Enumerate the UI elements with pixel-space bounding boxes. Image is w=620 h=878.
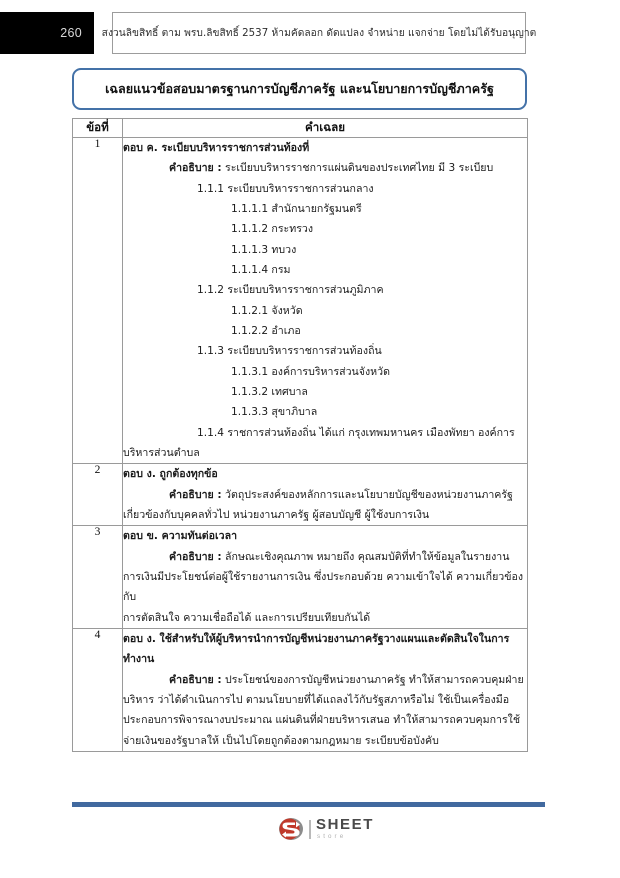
sheet-store-logo bbox=[278, 816, 374, 842]
list-item: 1.1.2.2 อำเภอ bbox=[231, 324, 301, 337]
explanation-label: คำอธิบาย : bbox=[169, 488, 222, 501]
explanation-continuation: บริหาร ว่าได้ดำเนินการไป ตามนโยบายที่ได้แถลงไว้กับรัฐสภาหรือไม่ ใช้เป็นเครื่องมือ bbox=[123, 693, 510, 706]
list-item: 1.1.1.3 ทบวง bbox=[231, 243, 297, 256]
column-header-number: ข้อที่ bbox=[73, 119, 123, 138]
row-explanation bbox=[123, 464, 528, 526]
explanation-label: คำอธิบาย : bbox=[169, 162, 222, 175]
page-number: 260 bbox=[60, 26, 82, 40]
list-item: 1.1.2 ระเบียบบริหารราชการส่วนภูมิภาค bbox=[197, 284, 384, 297]
logo-sub-text: store bbox=[317, 833, 347, 841]
footer-divider-rule bbox=[72, 802, 545, 807]
row-number: 4 bbox=[73, 628, 123, 751]
explanation-continuation: การเงินมีประโยชน์ต่อผู้ใช้รายงานการเงิน ซึ่งประกอบด้วย ความเข้าใจได้ ความเกี่ยวข้องกับ bbox=[123, 570, 524, 604]
list-item: 1.1.1.2 กระทรวง bbox=[231, 223, 314, 236]
table-row bbox=[73, 628, 528, 751]
answer-heading: ตอบ ง. ใช้สำหรับให้ผู้บริหารนำการบัญชีหน่วยงานภาครัฐวางแผนและตัดสินใจในการ bbox=[123, 632, 510, 645]
table-row bbox=[73, 138, 528, 464]
page-title: เฉลยแนวข้อสอบมาตรฐานการบัญชีภาครัฐ และนโยบายการบัญชีภาครัฐ bbox=[105, 81, 494, 96]
table-row bbox=[73, 526, 528, 629]
sheet-s-icon bbox=[278, 816, 304, 842]
footer-divider-fill bbox=[72, 802, 545, 807]
row-explanation bbox=[123, 628, 528, 751]
explanation-continuation: การตัดสินใจ ความเชื่อถือได้ และการเปรียบเทียบกันได้ bbox=[123, 611, 371, 624]
row-number: 3 bbox=[73, 526, 123, 629]
list-item bbox=[123, 423, 527, 464]
explanation-text: วัตถุประสงค์ของหลักการและนโยบายบัญชีของหน่วยงานภาครัฐ bbox=[225, 488, 513, 501]
logo-wordmark bbox=[316, 817, 374, 840]
list-item: 1.1.3.1 องค์การบริหารส่วนจังหวัด bbox=[231, 365, 390, 378]
explanation-line bbox=[123, 158, 527, 178]
copyright-box bbox=[101, 12, 537, 54]
list-item-line: 1.1.4 ราชการส่วนท้องถิ่น ได้แก่ กรุงเทพมหานคร เมืองพัทยา องค์การ bbox=[197, 426, 515, 439]
answer-heading: ตอบ ง. ถูกต้องทุกข้อ bbox=[123, 468, 218, 481]
logo-main-text: SHEET bbox=[316, 816, 375, 834]
list-item: 1.1.3 ระเบียบบริหารราชการส่วนท้องถิ่น bbox=[197, 345, 382, 358]
explanation-text: ระเบียบบริหารราชการแผ่นดินของประเทศไทย มี 3 ระเบียบ bbox=[225, 162, 494, 175]
explanation-continuation: จ่ายเงินของรัฐบาลให้ เป็นไปโดยถูกต้องตามกฎหมาย ระเบียบข้อบังคับ bbox=[123, 734, 439, 747]
list-item: 1.1.1.1 สำนักนายกรัฐมนตรี bbox=[231, 202, 362, 215]
page-number-box bbox=[0, 12, 94, 54]
explanation-label: คำอธิบาย : bbox=[169, 550, 222, 563]
answer-heading-line2: ทำงาน bbox=[123, 653, 155, 666]
explanation-text: ประโยชน์ของการบัญชีหน่วยงานภาครัฐ ทำให้สามารถควบคุมฝ่าย bbox=[225, 673, 524, 686]
list-item: 1.1.1 ระเบียบบริหารราชการส่วนกลาง bbox=[197, 182, 374, 195]
logo-divider bbox=[309, 820, 311, 839]
row-explanation bbox=[123, 526, 528, 629]
explanation-line bbox=[123, 670, 527, 690]
row-explanation bbox=[123, 138, 528, 464]
explanation-continuation: เกี่ยวข้องกับบุคคลทั่วไป หน่วยงานภาครัฐ ผู้สอบบัญชี ผู้ใช้งบการเงิน bbox=[123, 508, 430, 521]
list-item-line: บริหารส่วนตำบล bbox=[123, 446, 200, 459]
row-number: 2 bbox=[73, 464, 123, 526]
explanation-continuation: ประกอบการพิจารณางบประมาณ แผ่นดินที่ฝ่ายบริหารเสนอ ทำให้สามารถควบคุมการใช้ bbox=[123, 714, 521, 727]
page-header bbox=[0, 12, 620, 54]
list-item: 1.1.1.4 กรม bbox=[231, 263, 291, 276]
explanation-label: คำอธิบาย : bbox=[169, 673, 222, 686]
explanation-text: ลักษณะเชิงคุณภาพ หมายถึง คุณสมบัติที่ทำให้ข้อมูลในรายงาน bbox=[225, 550, 510, 563]
copyright-notice: สงวนลิขสิทธิ์ ตาม พรบ.ลิขสิทธิ์ 2537 ห้ามคัดลอก ดัดแปลง จำหน่าย แจกจ่าย โดยไม่ได้รับอนุญาต bbox=[101, 28, 537, 39]
column-header-explanation: คำเฉลย bbox=[123, 119, 528, 138]
table-header-row bbox=[73, 119, 528, 138]
explanation-line bbox=[123, 547, 527, 567]
list-item: 1.1.3.2 เทศบาล bbox=[231, 385, 308, 398]
table-row bbox=[73, 464, 528, 526]
answer-heading: ตอบ ข. ความทันต่อเวลา bbox=[123, 530, 238, 543]
list-item: 1.1.3.3 สุขาภิบาล bbox=[231, 406, 318, 419]
row-number: 1 bbox=[73, 138, 123, 464]
list-item: 1.1.2.1 จังหวัด bbox=[231, 304, 303, 317]
answer-heading: ตอบ ค. ระเบียบบริหารราชการส่วนท้องที่ bbox=[123, 142, 310, 154]
document-title-box bbox=[72, 68, 527, 110]
explanation-line bbox=[123, 485, 527, 505]
answer-key-table bbox=[72, 118, 528, 752]
